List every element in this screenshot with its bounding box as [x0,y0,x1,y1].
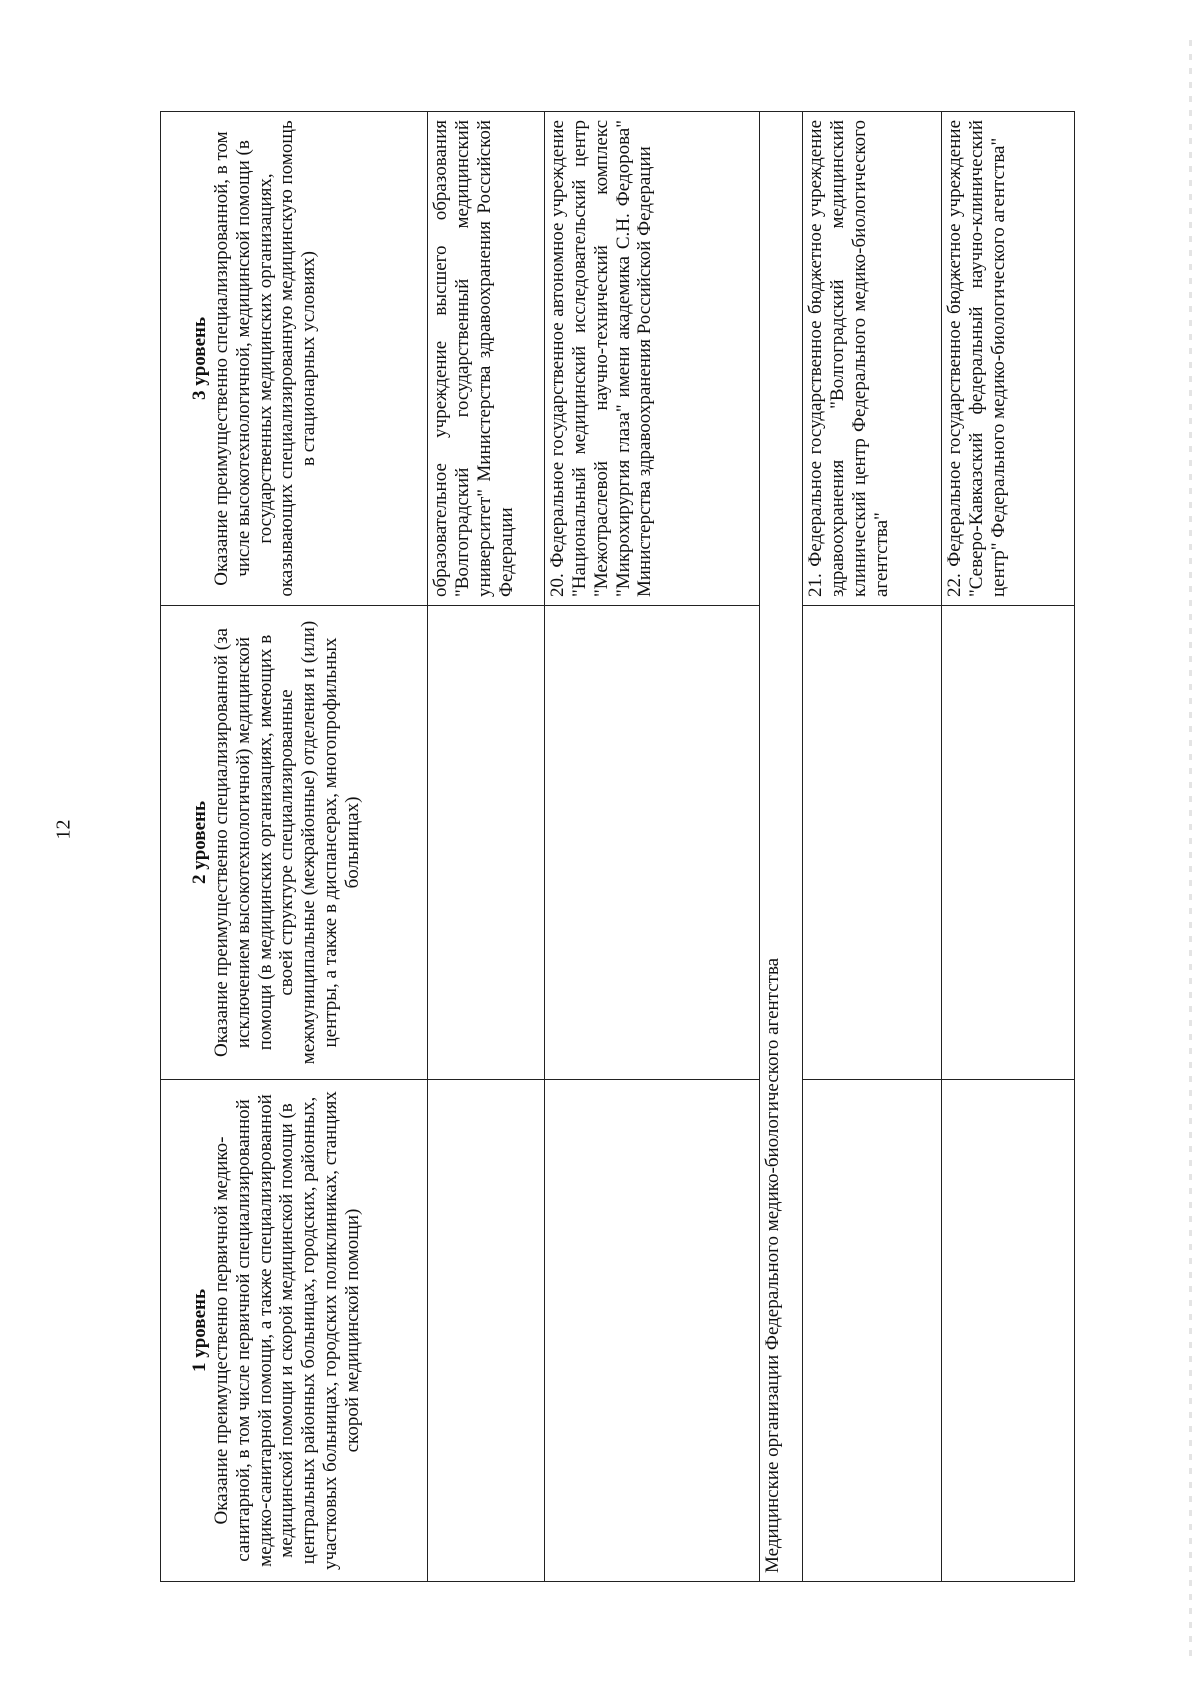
header-level-2 [161,606,428,1080]
medical-organizations-table [160,111,1075,1582]
table-row [545,112,760,1582]
cell-level-3-organization: 20. Федеральное государственное автономное учреждение "Национальный медицинский исследовательский центр "Межотраслевой научно-технический комплекс "Микрохирургия глаза" имени академика С.Н. Федорова" Министерства здравоохранения Российской Федерации [545,112,760,606]
section-header-row [760,112,803,1582]
cell-level-3-organization: образовательное учреждение высшего образования "Волгоградский государственный медицинский университет" Министерства здравоохранения Российской Федерации [428,112,545,606]
table-header-row [161,112,428,1582]
cell-level-1-empty [942,1080,1075,1582]
cell-level-2-empty [803,606,942,1080]
table-row [428,112,545,1582]
section-title: Медицинские организации Федерального медико-биологического агентства [760,112,803,1582]
table-row [942,112,1075,1582]
header-level-3-title: 3 уровень [189,316,210,401]
cell-level-3-organization: 22. Федеральное государственное бюджетное учреждение "Северо-Кавказский федеральный научно-клинический центр" Федерального медико-биологического агентства" [942,112,1075,606]
cell-level-2-empty [428,606,545,1080]
cell-level-1-empty [545,1080,760,1582]
rotated-table-wrapper [160,112,1080,1582]
header-level-1-description: Оказание преимущественно первичной медико-санитарной, в том числе первичной специализированной медико-санитарной помощи, а также специализированной медицинской помощи и скорой медицинской помощи (в центральных районных больницах, городских, районных, участковых больницах, городских поликлиниках, станциях скорой медицинской помощи) [210,1091,363,1570]
header-level-1-title: 1 уровень [189,1288,210,1373]
header-level-2-title: 2 уровень [189,800,210,885]
header-level-2-description: Оказание преимущественно специализированной (за исключением высокотехнологичной) медицинской помощи (в медицинских организациях, имеющих в своей структуре специализированные межмуниципальные (межрайонные) отделения и (или) центры, а также в диспансерах, многопрофильных больницах) [210,620,363,1065]
table-row [803,112,942,1582]
cell-level-3-organization: 21. Федеральное государственное бюджетное учреждение здравоохранения "Волгоградский медицинский клинический центр Федерального медико-биологического агентства" [803,112,942,606]
cell-level-1-empty [803,1080,942,1582]
cell-level-2-empty [942,606,1075,1080]
cell-level-2-empty [545,606,760,1080]
scan-edge-artifact [1189,40,1192,1660]
header-level-1 [161,1080,428,1582]
page-number: 12 [52,819,75,840]
cell-level-1-empty [428,1080,545,1582]
header-level-3-description: Оказание преимущественно специализированной, в том числе высокотехнологичной, медицинской помощи (в государственных медицинских организациях, оказывающих специализированную медицинскую помощь в стационарных условиях) [210,120,320,597]
header-level-3 [161,112,428,606]
